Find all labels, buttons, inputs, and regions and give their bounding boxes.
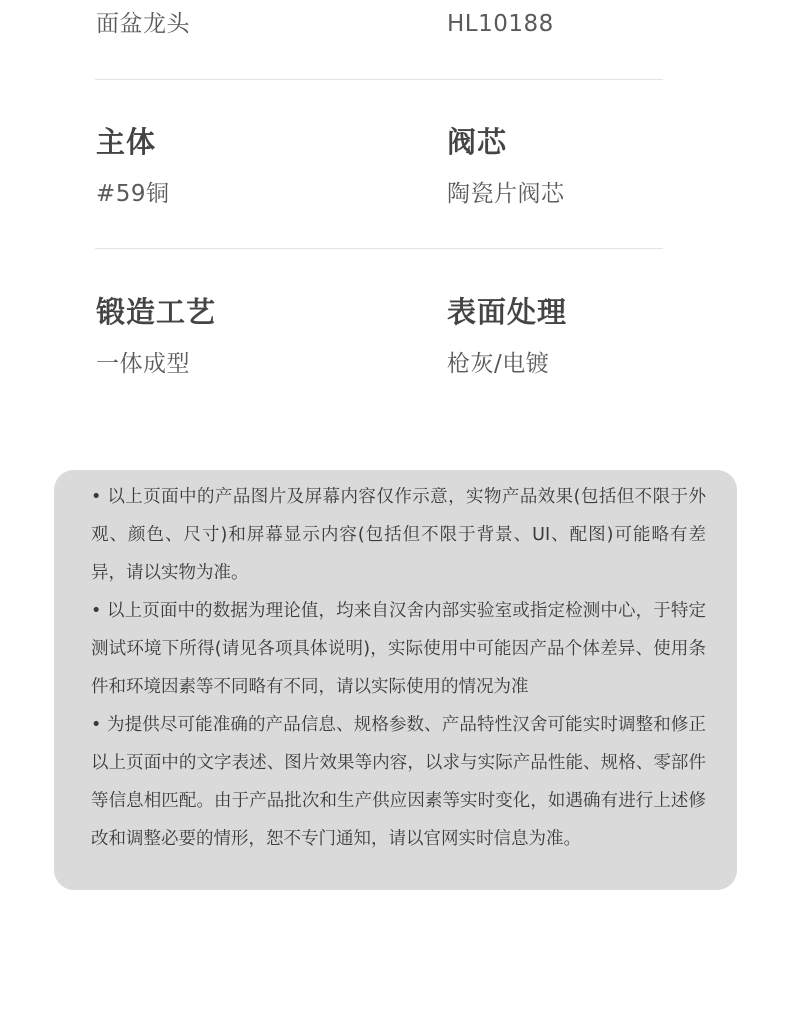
spec-value-valve: 陶瓷片阀芯: [447, 181, 565, 207]
spec-label-forging: 锻造工艺: [96, 295, 217, 329]
disclaimer-box: [54, 470, 737, 890]
divider: [95, 248, 663, 249]
spec-label-body: 主体: [96, 125, 157, 159]
disclaimer-list: [91, 478, 706, 858]
model-number-value: HL10188: [447, 11, 554, 37]
spec-label-valve: 阀芯: [447, 125, 508, 159]
disclaimer-item-updates: • 为提供尽可能准确的产品信息、规格参数、产品特性汉舍可能实时调整和修正以上页面中的文字表述、图片效果等内容，以求与实际产品性能、规格、零部件等信息相匹配。由于产品批次和生产供应因素等实时变化，如遇确有进行上述修改和调整必要的情形，恕不专门通知，请以官网实时信息为准。: [91, 715, 706, 849]
product-type-value: 面盆龙头: [96, 11, 190, 37]
spec-value-body: #59铜: [96, 181, 170, 207]
spec-row-product: [0, 0, 790, 50]
disclaimer-item-data: • 以上页面中的数据为理论值，均来自汉舍内部实验室或指定检测中心，于特定测试环境下所得(请见各项具体说明)，实际使用中可能因产品个体差异、使用条件和环境因素等不同略有不同，请以实际使用的情况为准: [91, 601, 706, 697]
spec-label-finish: 表面处理: [447, 295, 568, 329]
divider: [95, 79, 663, 80]
spec-value-forging: 一体成型: [96, 351, 190, 377]
disclaimer-item-images: • 以上页面中的产品图片及屏幕内容仅作示意，实物产品效果(包括但不限于外观、颜色、尺寸)和屏幕显示内容(包括但不限于背景、UI、配图)可能略有差异，请以实物为准。: [91, 487, 706, 583]
spec-value-finish: 枪灰/电镀: [447, 351, 550, 377]
